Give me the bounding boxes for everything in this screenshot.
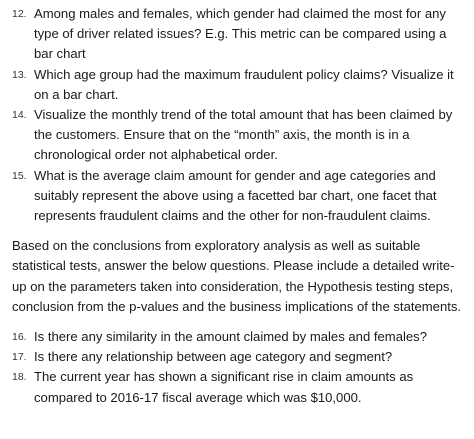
question-number: 15. <box>12 169 27 182</box>
question-item-16 <box>12 327 468 347</box>
question-list-hypothesis <box>12 327 468 408</box>
instructions-paragraph: Based on the conclusions from exploratory analysis as well as suitable statistical tests, answer the below questions. Please include a detailed write-up on the parameters taken into consideration, the Hypothesis testing steps, conclusion from the p-values and the business implications of the statements. <box>12 238 462 314</box>
question-item-14 <box>12 105 468 166</box>
question-number: 16. <box>12 331 27 344</box>
question-item-13 <box>12 65 468 105</box>
question-item-12 <box>12 4 468 65</box>
question-item-18 <box>12 367 468 407</box>
question-item-17 <box>12 347 468 367</box>
question-number: 18. <box>12 371 27 384</box>
question-number: 12. <box>12 8 27 20</box>
question-text: What is the average claim amount for gender and age categories and suitably represent the above using a facetted bar chart, one facet that represents fraudulent claims and the other for non-fraudulent claims. <box>34 167 437 224</box>
question-text: The current year has shown a significant rise in claim amounts as compared to 2016-17 fiscal average which was $10,000. <box>34 369 414 405</box>
question-text: Which age group had the maximum fraudulent policy claims? Visualize it on a bar chart. <box>34 66 454 102</box>
question-number: 13. <box>12 68 27 81</box>
question-list-eda <box>12 4 468 226</box>
question-text: Is there any relationship between age category and segment? <box>34 349 393 365</box>
question-number: 14. <box>12 109 27 122</box>
question-text: Is there any similarity in the amount claimed by males and females? <box>34 329 427 345</box>
question-text: Among males and females, which gender had claimed the most for any type of driver related issues? E.g. This metric can be compared using a bar chart <box>34 6 447 62</box>
question-text: Visualize the monthly trend of the total amount that has been claimed by the customers. Ensure that on the “month” axis, the month is in a chronological order not alphabetical order. <box>34 107 453 163</box>
question-item-15 <box>12 166 468 227</box>
question-number: 17. <box>12 351 27 364</box>
